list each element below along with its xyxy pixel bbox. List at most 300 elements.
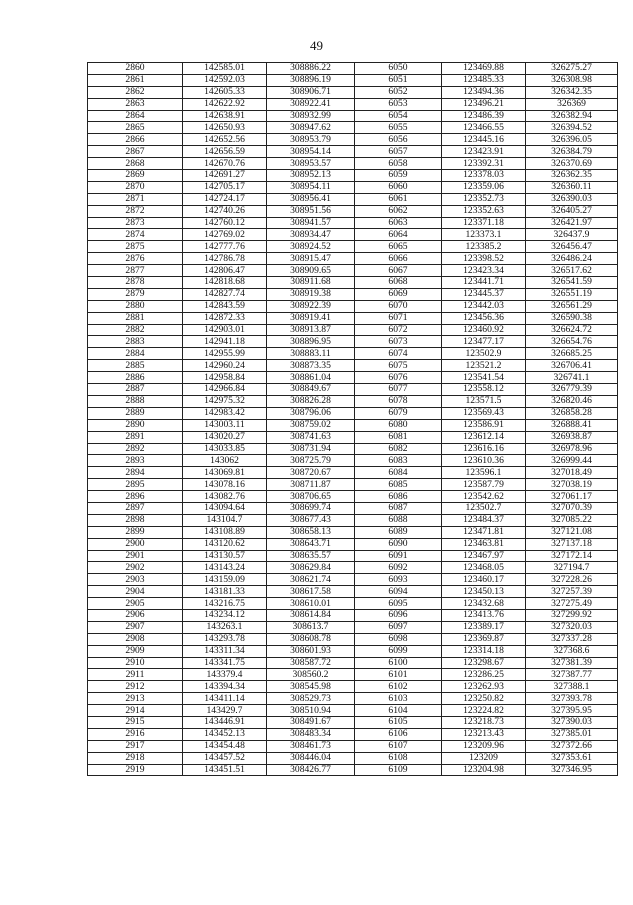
cell-x-coordinate-a: 143130.57: [183, 550, 267, 562]
cell-x-coordinate-a: 143452.13: [183, 728, 267, 740]
table-row: [88, 681, 618, 693]
cell-x-coordinate-a: 142903.01: [183, 324, 267, 336]
cell-y-coordinate-b: 326706.41: [526, 360, 618, 372]
cell-x-coordinate-a: 142941.18: [183, 336, 267, 348]
cell-point-number-a: 2890: [88, 419, 183, 431]
cell-x-coordinate-a: 143451.51: [183, 764, 267, 776]
cell-x-coordinate-a: 143003.11: [183, 419, 267, 431]
cell-x-coordinate-b: 123468.05: [442, 562, 526, 574]
cell-x-coordinate-b: 123413.76: [442, 609, 526, 621]
cell-x-coordinate-a: 142966.84: [183, 384, 267, 396]
cell-y-coordinate-a: 308587.72: [267, 657, 355, 669]
cell-y-coordinate-a: 308951.56: [267, 205, 355, 217]
cell-x-coordinate-b: 123392.31: [442, 158, 526, 170]
cell-x-coordinate-a: 143120.62: [183, 538, 267, 550]
cell-y-coordinate-a: 308461.73: [267, 740, 355, 752]
cell-y-coordinate-a: 308658.13: [267, 526, 355, 538]
cell-point-number-b: 6052: [355, 86, 442, 98]
cell-x-coordinate-a: 142650.93: [183, 122, 267, 134]
cell-y-coordinate-a: 308909.65: [267, 265, 355, 277]
cell-y-coordinate-a: 308720.67: [267, 467, 355, 479]
cell-x-coordinate-a: 142740.26: [183, 205, 267, 217]
cell-x-coordinate-a: 143094.64: [183, 502, 267, 514]
cell-point-number-b: 6066: [355, 253, 442, 265]
cell-x-coordinate-b: 123456.36: [442, 312, 526, 324]
cell-x-coordinate-a: 142960.24: [183, 360, 267, 372]
cell-point-number-b: 6079: [355, 407, 442, 419]
cell-y-coordinate-b: 327018.49: [526, 467, 618, 479]
table-row: [88, 657, 618, 669]
cell-point-number-a: 2887: [88, 384, 183, 396]
cell-point-number-b: 6109: [355, 764, 442, 776]
cell-y-coordinate-b: 327085.22: [526, 514, 618, 526]
cell-point-number-b: 6081: [355, 431, 442, 443]
cell-x-coordinate-b: 123441.71: [442, 277, 526, 289]
cell-y-coordinate-b: 327257.39: [526, 586, 618, 598]
cell-y-coordinate-b: 327121.08: [526, 526, 618, 538]
cell-x-coordinate-a: 143457.52: [183, 752, 267, 764]
cell-point-number-b: 6107: [355, 740, 442, 752]
cell-y-coordinate-b: 326369: [526, 98, 618, 110]
cell-x-coordinate-b: 123286.25: [442, 669, 526, 681]
coordinates-table-body: [88, 63, 618, 776]
cell-point-number-a: 2863: [88, 98, 183, 110]
cell-x-coordinate-a: 143078.16: [183, 479, 267, 491]
cell-y-coordinate-b: 327299.92: [526, 609, 618, 621]
cell-point-number-a: 2875: [88, 241, 183, 253]
cell-y-coordinate-b: 327381.39: [526, 657, 618, 669]
cell-x-coordinate-a: 143379.4: [183, 669, 267, 681]
table-row: [88, 277, 618, 289]
table-row: [88, 372, 618, 384]
cell-x-coordinate-a: 142724.17: [183, 193, 267, 205]
cell-y-coordinate-a: 308483.34: [267, 728, 355, 740]
cell-x-coordinate-b: 123466.55: [442, 122, 526, 134]
cell-point-number-a: 2897: [88, 502, 183, 514]
cell-x-coordinate-a: 143104.7: [183, 514, 267, 526]
cell-y-coordinate-a: 308953.57: [267, 158, 355, 170]
cell-point-number-b: 6087: [355, 502, 442, 514]
cell-y-coordinate-b: 326858.28: [526, 407, 618, 419]
cell-point-number-b: 6082: [355, 443, 442, 455]
cell-y-coordinate-a: 308932.99: [267, 110, 355, 122]
cell-y-coordinate-a: 308601.93: [267, 645, 355, 657]
cell-y-coordinate-a: 308643.71: [267, 538, 355, 550]
cell-x-coordinate-b: 123445.16: [442, 134, 526, 146]
cell-point-number-b: 6077: [355, 384, 442, 396]
cell-y-coordinate-b: 326541.59: [526, 277, 618, 289]
cell-point-number-b: 6057: [355, 146, 442, 158]
cell-point-number-a: 2882: [88, 324, 183, 336]
cell-y-coordinate-a: 308919.41: [267, 312, 355, 324]
table-row: [88, 348, 618, 360]
cell-point-number-b: 6072: [355, 324, 442, 336]
cell-x-coordinate-a: 143311.34: [183, 645, 267, 657]
cell-point-number-b: 6080: [355, 419, 442, 431]
cell-y-coordinate-a: 308911.68: [267, 277, 355, 289]
cell-y-coordinate-b: 327038.19: [526, 479, 618, 491]
cell-y-coordinate-a: 308725.79: [267, 455, 355, 467]
cell-point-number-a: 2881: [88, 312, 183, 324]
cell-point-number-a: 2865: [88, 122, 183, 134]
cell-x-coordinate-b: 123352.73: [442, 193, 526, 205]
table-row: [88, 598, 618, 610]
cell-y-coordinate-a: 308883.11: [267, 348, 355, 360]
cell-y-coordinate-a: 308621.74: [267, 574, 355, 586]
cell-point-number-b: 6059: [355, 170, 442, 182]
cell-y-coordinate-b: 326486.24: [526, 253, 618, 265]
table-row: [88, 98, 618, 110]
cell-point-number-b: 6063: [355, 217, 442, 229]
cell-x-coordinate-b: 123494.36: [442, 86, 526, 98]
cell-x-coordinate-a: 142983.42: [183, 407, 267, 419]
cell-x-coordinate-a: 142670.76: [183, 158, 267, 170]
cell-y-coordinate-b: 326741.1: [526, 372, 618, 384]
cell-point-number-a: 2888: [88, 395, 183, 407]
cell-point-number-b: 6070: [355, 300, 442, 312]
cell-point-number-b: 6050: [355, 63, 442, 75]
cell-x-coordinate-b: 123371.18: [442, 217, 526, 229]
cell-x-coordinate-b: 123209: [442, 752, 526, 764]
cell-x-coordinate-a: 142585.01: [183, 63, 267, 75]
table-row: [88, 205, 618, 217]
cell-x-coordinate-b: 123541.54: [442, 372, 526, 384]
table-row: [88, 384, 618, 396]
cell-y-coordinate-a: 308941.57: [267, 217, 355, 229]
cell-y-coordinate-a: 308711.87: [267, 479, 355, 491]
cell-x-coordinate-a: 143411.14: [183, 693, 267, 705]
cell-x-coordinate-b: 123463.81: [442, 538, 526, 550]
cell-point-number-a: 2906: [88, 609, 183, 621]
cell-y-coordinate-b: 326370.69: [526, 158, 618, 170]
cell-point-number-a: 2912: [88, 681, 183, 693]
cell-point-number-a: 2898: [88, 514, 183, 526]
table-row: [88, 395, 618, 407]
table-row: [88, 419, 618, 431]
cell-x-coordinate-a: 142827.74: [183, 288, 267, 300]
table-row: [88, 574, 618, 586]
cell-point-number-b: 6069: [355, 288, 442, 300]
cell-y-coordinate-b: 327337.28: [526, 633, 618, 645]
cell-y-coordinate-b: 327372.66: [526, 740, 618, 752]
cell-y-coordinate-b: 326384.79: [526, 146, 618, 158]
cell-point-number-a: 2909: [88, 645, 183, 657]
cell-y-coordinate-a: 308608.78: [267, 633, 355, 645]
table-row: [88, 146, 618, 158]
cell-x-coordinate-b: 123450.13: [442, 586, 526, 598]
cell-point-number-b: 6091: [355, 550, 442, 562]
cell-y-coordinate-a: 308491.67: [267, 716, 355, 728]
cell-y-coordinate-b: 326590.38: [526, 312, 618, 324]
cell-y-coordinate-b: 326421.97: [526, 217, 618, 229]
cell-y-coordinate-a: 308913.87: [267, 324, 355, 336]
cell-y-coordinate-a: 308629.84: [267, 562, 355, 574]
cell-x-coordinate-b: 123218.73: [442, 716, 526, 728]
cell-y-coordinate-b: 327070.39: [526, 502, 618, 514]
cell-point-number-a: 2891: [88, 431, 183, 443]
cell-x-coordinate-b: 123587.79: [442, 479, 526, 491]
cell-y-coordinate-a: 308922.41: [267, 98, 355, 110]
coordinates-table: [87, 62, 618, 776]
cell-y-coordinate-a: 308906.71: [267, 86, 355, 98]
table-row: [88, 288, 618, 300]
cell-x-coordinate-b: 123571.5: [442, 395, 526, 407]
table-row: [88, 324, 618, 336]
cell-y-coordinate-b: 326685.25: [526, 348, 618, 360]
cell-y-coordinate-a: 308510.94: [267, 705, 355, 717]
table-row: [88, 336, 618, 348]
cell-point-number-b: 6085: [355, 479, 442, 491]
cell-y-coordinate-a: 308706.65: [267, 491, 355, 503]
table-row: [88, 360, 618, 372]
cell-x-coordinate-b: 123224.82: [442, 705, 526, 717]
cell-y-coordinate-b: 327393.78: [526, 693, 618, 705]
cell-point-number-a: 2886: [88, 372, 183, 384]
cell-x-coordinate-a: 143033.85: [183, 443, 267, 455]
cell-y-coordinate-a: 308560.2: [267, 669, 355, 681]
cell-y-coordinate-b: 326654.76: [526, 336, 618, 348]
cell-y-coordinate-a: 308952.13: [267, 170, 355, 182]
table-row: [88, 764, 618, 776]
table-row: [88, 63, 618, 75]
cell-x-coordinate-b: 123521.2: [442, 360, 526, 372]
cell-y-coordinate-a: 308915.47: [267, 253, 355, 265]
cell-y-coordinate-a: 308947.62: [267, 122, 355, 134]
cell-x-coordinate-a: 142806.47: [183, 265, 267, 277]
cell-y-coordinate-b: 326561.29: [526, 300, 618, 312]
cell-y-coordinate-a: 308849.67: [267, 384, 355, 396]
cell-y-coordinate-a: 308446.04: [267, 752, 355, 764]
cell-point-number-b: 6098: [355, 633, 442, 645]
cell-y-coordinate-a: 308886.22: [267, 63, 355, 75]
cell-point-number-b: 6074: [355, 348, 442, 360]
cell-point-number-a: 2877: [88, 265, 183, 277]
cell-x-coordinate-b: 123460.92: [442, 324, 526, 336]
cell-x-coordinate-a: 143020.27: [183, 431, 267, 443]
cell-point-number-b: 6092: [355, 562, 442, 574]
table-row: [88, 586, 618, 598]
cell-y-coordinate-b: 327390.03: [526, 716, 618, 728]
cell-x-coordinate-b: 123389.17: [442, 621, 526, 633]
cell-point-number-a: 2918: [88, 752, 183, 764]
cell-y-coordinate-b: 326437.9: [526, 229, 618, 241]
cell-point-number-a: 2860: [88, 63, 183, 75]
table-row: [88, 181, 618, 193]
cell-x-coordinate-b: 123502.9: [442, 348, 526, 360]
cell-point-number-b: 6068: [355, 277, 442, 289]
cell-point-number-a: 2919: [88, 764, 183, 776]
cell-point-number-b: 6084: [355, 467, 442, 479]
cell-point-number-b: 6051: [355, 74, 442, 86]
cell-x-coordinate-b: 123250.82: [442, 693, 526, 705]
cell-y-coordinate-b: 327137.18: [526, 538, 618, 550]
cell-x-coordinate-a: 142705.17: [183, 181, 267, 193]
table-row: [88, 467, 618, 479]
cell-point-number-a: 2894: [88, 467, 183, 479]
cell-x-coordinate-a: 142622.92: [183, 98, 267, 110]
cell-point-number-a: 2911: [88, 669, 183, 681]
cell-y-coordinate-b: 327385.01: [526, 728, 618, 740]
cell-x-coordinate-a: 143143.24: [183, 562, 267, 574]
cell-x-coordinate-a: 143181.33: [183, 586, 267, 598]
cell-y-coordinate-a: 308922.39: [267, 300, 355, 312]
cell-point-number-a: 2878: [88, 277, 183, 289]
cell-point-number-b: 6073: [355, 336, 442, 348]
cell-point-number-a: 2917: [88, 740, 183, 752]
cell-x-coordinate-a: 142605.33: [183, 86, 267, 98]
cell-point-number-a: 2913: [88, 693, 183, 705]
cell-y-coordinate-a: 308617.58: [267, 586, 355, 598]
cell-point-number-a: 2866: [88, 134, 183, 146]
cell-point-number-a: 2904: [88, 586, 183, 598]
cell-x-coordinate-b: 123423.34: [442, 265, 526, 277]
cell-x-coordinate-b: 123558.12: [442, 384, 526, 396]
cell-point-number-b: 6097: [355, 621, 442, 633]
cell-point-number-b: 6078: [355, 395, 442, 407]
cell-x-coordinate-b: 123467.97: [442, 550, 526, 562]
cell-point-number-b: 6058: [355, 158, 442, 170]
cell-x-coordinate-b: 123469.88: [442, 63, 526, 75]
cell-y-coordinate-a: 308896.95: [267, 336, 355, 348]
cell-point-number-b: 6086: [355, 491, 442, 503]
cell-x-coordinate-a: 143062: [183, 455, 267, 467]
cell-x-coordinate-a: 142818.68: [183, 277, 267, 289]
cell-y-coordinate-b: 327368.6: [526, 645, 618, 657]
cell-point-number-a: 2892: [88, 443, 183, 455]
cell-x-coordinate-a: 142975.32: [183, 395, 267, 407]
table-row: [88, 431, 618, 443]
cell-x-coordinate-a: 142638.91: [183, 110, 267, 122]
cell-x-coordinate-a: 142691.27: [183, 170, 267, 182]
cell-y-coordinate-a: 308613.7: [267, 621, 355, 633]
table-row: [88, 265, 618, 277]
cell-point-number-b: 6067: [355, 265, 442, 277]
cell-x-coordinate-a: 143082.76: [183, 491, 267, 503]
cell-point-number-a: 2902: [88, 562, 183, 574]
cell-point-number-a: 2864: [88, 110, 183, 122]
cell-y-coordinate-a: 308861.04: [267, 372, 355, 384]
cell-point-number-b: 6102: [355, 681, 442, 693]
cell-y-coordinate-b: 327194.7: [526, 562, 618, 574]
cell-x-coordinate-a: 143216.75: [183, 598, 267, 610]
cell-point-number-b: 6062: [355, 205, 442, 217]
cell-point-number-b: 6094: [355, 586, 442, 598]
cell-point-number-b: 6060: [355, 181, 442, 193]
cell-x-coordinate-a: 143293.78: [183, 633, 267, 645]
cell-x-coordinate-b: 123484.37: [442, 514, 526, 526]
cell-x-coordinate-b: 123385.2: [442, 241, 526, 253]
cell-y-coordinate-b: 327061.17: [526, 491, 618, 503]
cell-y-coordinate-b: 326275.27: [526, 63, 618, 75]
cell-x-coordinate-a: 143394.34: [183, 681, 267, 693]
cell-point-number-a: 2899: [88, 526, 183, 538]
table-row: [88, 562, 618, 574]
cell-y-coordinate-a: 308953.79: [267, 134, 355, 146]
cell-point-number-a: 2916: [88, 728, 183, 740]
table-row: [88, 300, 618, 312]
table-row: [88, 122, 618, 134]
cell-y-coordinate-a: 308934.47: [267, 229, 355, 241]
cell-x-coordinate-a: 142760.12: [183, 217, 267, 229]
cell-point-number-b: 6105: [355, 716, 442, 728]
cell-point-number-a: 2884: [88, 348, 183, 360]
cell-point-number-b: 6083: [355, 455, 442, 467]
cell-y-coordinate-a: 308954.14: [267, 146, 355, 158]
cell-x-coordinate-b: 123612.14: [442, 431, 526, 443]
table-row: [88, 526, 618, 538]
cell-point-number-a: 2862: [88, 86, 183, 98]
cell-y-coordinate-b: 326888.41: [526, 419, 618, 431]
cell-y-coordinate-a: 308699.74: [267, 502, 355, 514]
cell-y-coordinate-b: 327320.03: [526, 621, 618, 633]
cell-point-number-b: 6101: [355, 669, 442, 681]
table-row: [88, 538, 618, 550]
cell-x-coordinate-a: 143429.7: [183, 705, 267, 717]
cell-y-coordinate-b: 326551.19: [526, 288, 618, 300]
cell-y-coordinate-b: 327353.61: [526, 752, 618, 764]
cell-point-number-a: 2915: [88, 716, 183, 728]
table-row: [88, 479, 618, 491]
cell-y-coordinate-a: 308759.02: [267, 419, 355, 431]
cell-y-coordinate-a: 308826.28: [267, 395, 355, 407]
cell-point-number-b: 6089: [355, 526, 442, 538]
cell-point-number-a: 2893: [88, 455, 183, 467]
cell-y-coordinate-a: 308896.19: [267, 74, 355, 86]
cell-y-coordinate-b: 326308.98: [526, 74, 618, 86]
cell-point-number-a: 2905: [88, 598, 183, 610]
cell-x-coordinate-b: 123359.06: [442, 181, 526, 193]
table-row: [88, 455, 618, 467]
cell-x-coordinate-b: 123314.18: [442, 645, 526, 657]
cell-y-coordinate-b: 327395.95: [526, 705, 618, 717]
cell-x-coordinate-b: 123352.63: [442, 205, 526, 217]
cell-x-coordinate-b: 123432.68: [442, 598, 526, 610]
cell-y-coordinate-b: 326360.11: [526, 181, 618, 193]
table-row: [88, 86, 618, 98]
cell-x-coordinate-a: 142592.03: [183, 74, 267, 86]
cell-y-coordinate-a: 308741.63: [267, 431, 355, 443]
cell-point-number-a: 2895: [88, 479, 183, 491]
cell-y-coordinate-a: 308873.35: [267, 360, 355, 372]
cell-y-coordinate-a: 308731.94: [267, 443, 355, 455]
cell-y-coordinate-b: 327388.1: [526, 681, 618, 693]
cell-x-coordinate-b: 123298.67: [442, 657, 526, 669]
cell-point-number-b: 6106: [355, 728, 442, 740]
cell-point-number-b: 6071: [355, 312, 442, 324]
cell-point-number-a: 2870: [88, 181, 183, 193]
cell-point-number-a: 2901: [88, 550, 183, 562]
table-row: [88, 609, 618, 621]
cell-x-coordinate-b: 123502.7: [442, 502, 526, 514]
cell-y-coordinate-b: 326456.47: [526, 241, 618, 253]
cell-x-coordinate-b: 123486.39: [442, 110, 526, 122]
table-row: [88, 241, 618, 253]
table-row: [88, 728, 618, 740]
cell-x-coordinate-b: 123213.43: [442, 728, 526, 740]
table-row: [88, 229, 618, 241]
cell-x-coordinate-b: 123204.98: [442, 764, 526, 776]
cell-point-number-b: 6054: [355, 110, 442, 122]
cell-y-coordinate-b: 326394.52: [526, 122, 618, 134]
cell-point-number-b: 6065: [355, 241, 442, 253]
cell-y-coordinate-b: 327172.14: [526, 550, 618, 562]
cell-x-coordinate-a: 143159.09: [183, 574, 267, 586]
cell-x-coordinate-a: 142786.78: [183, 253, 267, 265]
cell-point-number-b: 6056: [355, 134, 442, 146]
cell-x-coordinate-a: 142769.02: [183, 229, 267, 241]
table-row: [88, 693, 618, 705]
cell-x-coordinate-a: 143263.1: [183, 621, 267, 633]
